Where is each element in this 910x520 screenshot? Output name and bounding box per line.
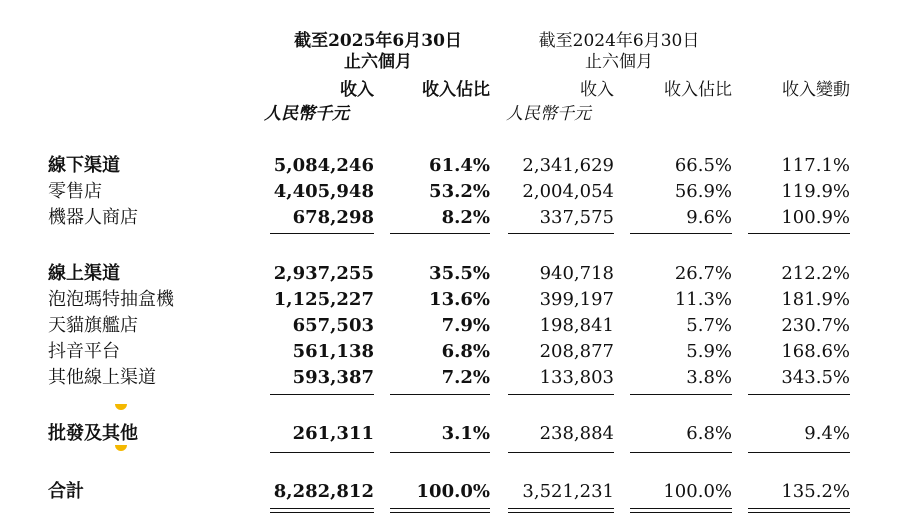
cell-revenue-2024: 337,575 xyxy=(539,207,614,228)
cell-change: 230.7% xyxy=(781,315,850,336)
col-header-revenue-2025: 收入 xyxy=(340,80,374,100)
period-2024-title: 截至2024年6月30日 xyxy=(538,31,700,51)
total-double-underline xyxy=(270,508,374,509)
group-underline xyxy=(508,394,614,395)
cell-share-2024: 26.7% xyxy=(674,263,732,284)
cell-revenue-2025: 561,138 xyxy=(292,341,374,362)
cell-revenue-2024: 208,877 xyxy=(539,341,614,362)
row-label: 零售店 xyxy=(48,181,102,202)
col-header-revenue-2024: 收入 xyxy=(580,80,614,100)
cell-revenue-2024: 3,521,231 xyxy=(522,481,614,502)
cell-share-2025: 6.8% xyxy=(441,341,490,362)
cell-share-2025: 7.2% xyxy=(441,367,490,388)
cell-revenue-2024: 198,841 xyxy=(539,315,614,336)
group-underline xyxy=(748,394,850,395)
group-underline xyxy=(630,452,732,453)
row-label: 天貓旗艦店 xyxy=(48,315,138,336)
period-2025-title: 截至2025年6月30日 xyxy=(294,31,462,51)
group-underline xyxy=(270,452,374,453)
cell-share-2025: 100.0% xyxy=(416,481,490,502)
cell-share-2024: 9.6% xyxy=(686,207,732,228)
cell-change: 117.1% xyxy=(781,155,850,176)
group-underline xyxy=(630,233,732,234)
total-double-underline xyxy=(390,512,490,513)
cell-share-2025: 13.6% xyxy=(429,289,490,310)
cell-change: 135.2% xyxy=(781,481,850,502)
cell-revenue-2025: 678,298 xyxy=(292,207,374,228)
group-underline xyxy=(508,233,614,234)
cell-change: 212.2% xyxy=(781,263,850,284)
cell-revenue-2025: 657,503 xyxy=(292,315,374,336)
total-double-underline xyxy=(508,512,614,513)
group-underline xyxy=(630,394,732,395)
total-double-underline xyxy=(270,512,374,513)
row-label: 其他線上渠道 xyxy=(48,367,156,388)
cell-share-2025: 53.2% xyxy=(429,181,490,202)
group-underline xyxy=(390,452,490,453)
cell-share-2025: 3.1% xyxy=(441,423,490,444)
cell-change: 168.6% xyxy=(781,341,850,362)
cell-share-2024: 11.3% xyxy=(674,289,732,310)
total-double-underline xyxy=(748,508,850,509)
cell-revenue-2025: 261,311 xyxy=(292,423,374,444)
cell-change: 119.9% xyxy=(781,181,850,202)
cell-share-2024: 66.5% xyxy=(674,155,732,176)
cell-revenue-2024: 238,884 xyxy=(539,423,614,444)
total-double-underline xyxy=(508,508,614,509)
marker-icon xyxy=(115,404,127,410)
row-label: 泡泡瑪特抽盒機 xyxy=(48,289,174,310)
cell-change: 100.9% xyxy=(781,207,850,228)
group-underline xyxy=(390,394,490,395)
period-2025-subtitle: 止六個月 xyxy=(344,52,412,72)
row-label: 批發及其他 xyxy=(48,423,138,444)
cell-share-2024: 100.0% xyxy=(663,481,732,502)
cell-change: 343.5% xyxy=(781,367,850,388)
total-double-underline xyxy=(748,512,850,513)
cell-change: 9.4% xyxy=(804,423,850,444)
cell-revenue-2024: 940,718 xyxy=(539,263,614,284)
row-label: 線下渠道 xyxy=(48,155,120,176)
cell-share-2025: 35.5% xyxy=(429,263,490,284)
cell-revenue-2025: 1,125,227 xyxy=(273,289,374,310)
cell-share-2024: 6.8% xyxy=(686,423,732,444)
group-underline xyxy=(508,452,614,453)
cell-revenue-2025: 8,282,812 xyxy=(273,481,374,502)
cell-share-2024: 3.8% xyxy=(686,367,732,388)
cell-share-2024: 5.7% xyxy=(686,315,732,336)
marker-icon xyxy=(115,445,127,451)
cell-revenue-2025: 4,405,948 xyxy=(273,181,374,202)
unit-2025: 人民幣千元 xyxy=(264,104,349,124)
row-label: 抖音平台 xyxy=(48,341,120,362)
col-header-share-2024: 收入佔比 xyxy=(664,80,732,100)
cell-share-2024: 5.9% xyxy=(686,341,732,362)
row-label: 機器人商店 xyxy=(48,207,138,228)
total-double-underline xyxy=(630,508,732,509)
cell-revenue-2024: 2,341,629 xyxy=(522,155,614,176)
cell-revenue-2025: 2,937,255 xyxy=(273,263,374,284)
cell-revenue-2024: 399,197 xyxy=(539,289,614,310)
unit-2024: 人民幣千元 xyxy=(506,104,591,124)
group-underline xyxy=(270,233,374,234)
col-header-share-2025: 收入佔比 xyxy=(422,80,490,100)
row-label: 線上渠道 xyxy=(48,263,120,284)
cell-share-2024: 56.9% xyxy=(674,181,732,202)
group-underline xyxy=(748,233,850,234)
cell-revenue-2025: 5,084,246 xyxy=(273,155,374,176)
cell-share-2025: 8.2% xyxy=(441,207,490,228)
col-header-change: 收入變動 xyxy=(782,80,850,100)
group-underline xyxy=(748,452,850,453)
cell-revenue-2024: 133,803 xyxy=(539,367,614,388)
row-label: 合計 xyxy=(48,481,84,502)
cell-revenue-2025: 593,387 xyxy=(292,367,374,388)
period-2024-subtitle: 止六個月 xyxy=(585,52,653,72)
total-double-underline xyxy=(390,508,490,509)
total-double-underline xyxy=(630,512,732,513)
cell-revenue-2024: 2,004,054 xyxy=(522,181,614,202)
cell-share-2025: 7.9% xyxy=(441,315,490,336)
group-underline xyxy=(390,233,490,234)
cell-change: 181.9% xyxy=(781,289,850,310)
group-underline xyxy=(270,394,374,395)
cell-share-2025: 61.4% xyxy=(429,155,490,176)
